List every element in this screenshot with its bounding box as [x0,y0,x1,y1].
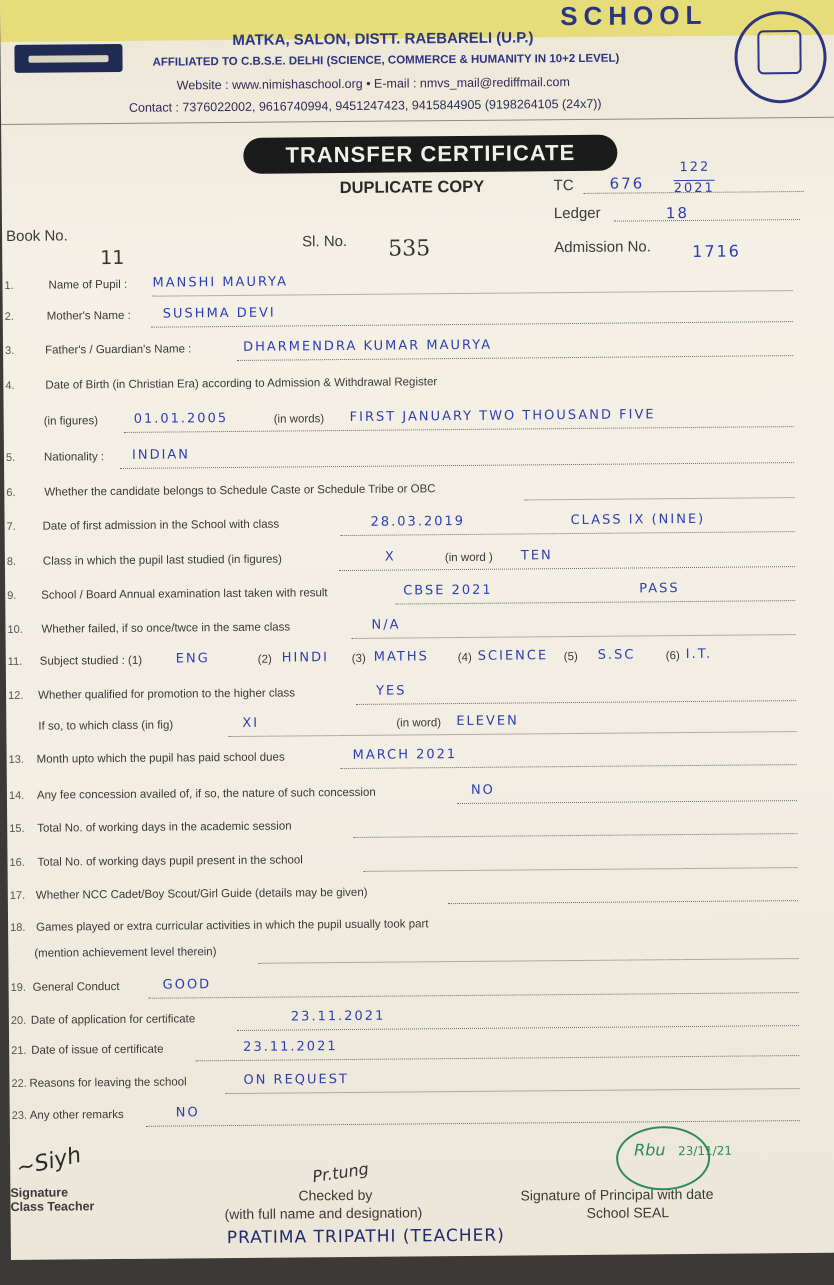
field-label: General Conduct [32,980,120,994]
tc-fraction-bottom: 2021 [673,180,715,197]
teacher-signature: ~Siyh [14,1142,84,1182]
field-label: Name of Pupil : [48,278,128,292]
contact-line: Contact : 7376022002, 9616740994, 9451247423, 9415844905 (9198264105 (24x7)) [128,96,602,115]
field-number: 6. [6,486,16,499]
field-label: Date of Birth (in Christian Era) according to Admission & Withdrawal Register [45,376,438,392]
field-row [9,1071,834,1100]
field-value: N/A [371,617,401,633]
field-row [5,583,834,612]
field-row [7,850,834,879]
field-label: Month upto which the pupil has paid school dues [36,751,285,766]
field-value: 01.01.2005 [133,411,229,427]
field-value: NO [175,1105,200,1121]
field-row [6,714,834,743]
fill-line [153,290,793,297]
field-value: XI [242,715,260,731]
fill-line [226,1088,800,1094]
field-number: 14. [8,789,25,802]
fill-line [448,900,798,904]
field-row [8,883,834,912]
fill-line [356,700,796,705]
field-value: YES [375,683,407,699]
field-row [8,941,834,970]
field-row [3,338,834,367]
field-label: Father's / Guardian's Name : [45,343,192,357]
field-number: 20. [10,1014,27,1027]
field-label-2: (in words) [273,413,325,426]
field-row [5,617,834,646]
field-label: (mention achievement level therein) [34,946,217,960]
field-value-2: CLASS IX (NINE) [570,511,706,529]
field-number: 8. [6,555,17,568]
fill-line [228,731,796,737]
fill-line [149,992,799,999]
field-value-6: I.T. [685,646,713,663]
book-no-label: Book No. [5,227,68,245]
field-value-2: PASS [639,581,680,597]
certificate-title: TRANSFER CERTIFICATE [243,135,617,174]
tc-label: TC [553,177,574,195]
field-number: 19. [10,981,26,994]
field-number: 21. [11,1044,27,1057]
field-label: If so, to which class (in fig) [38,719,174,733]
sl-no-label: Sl. No. [302,232,348,251]
fill-line [237,1025,799,1031]
field-value: 23.11.2021 [243,1039,338,1055]
field-number: 3. [5,344,15,357]
field-number: 23. [11,1109,28,1122]
field-label-2: (2) [257,653,272,666]
header-divider [1,117,834,125]
field-row [3,304,834,333]
field-label: Reasons for leaving the school [29,1076,187,1090]
field-number: 2. [4,310,15,323]
field-label: School / Board Annual examination last taken with result [41,587,328,602]
field-label: Total No. of working days pupil present in the school [37,854,303,869]
field-value-5: S.SC [597,647,636,663]
ledger-value: 18 [665,203,690,223]
fill-line [195,1055,799,1061]
fill-line [364,867,798,872]
field-label: Games played or extra curricular activities in which the pupil usually took part [36,918,429,934]
field-row [6,646,834,678]
field-label: Total No. of working days in the academic session [37,820,292,835]
field-label-4: (4) [457,651,472,665]
field-number: 9. [7,589,17,602]
field-number: 13. [8,753,24,766]
field-label: Any fee concession availed of, if so, the nature of such concession [36,786,376,802]
field-label-2: (in word) [396,717,442,730]
field-label-3: (3) [351,652,366,665]
field-row [4,409,834,438]
field-number: 17. [9,889,26,902]
field-number: 5. [5,451,16,464]
field-row [4,445,834,474]
fill-line [352,634,796,639]
field-number: 11. [7,655,23,668]
field-value: SUSHMA DEVI [162,305,276,322]
field-row [7,747,834,776]
sl-no-value: 535 [388,236,431,262]
field-value-2: HINDI [281,650,330,666]
field-value: 28.03.2019 [370,513,466,530]
field-value: CBSE 2021 [403,582,493,599]
field-row [7,816,834,845]
field-value: MARCH 2021 [352,747,458,763]
checked-by-label: Checked by [298,1186,373,1204]
field-value: ENG [175,651,210,667]
school-name: SCHOOL [560,0,708,32]
fill-line [237,355,793,361]
affiliation-line: AFFILIATED TO C.B.S.E. DELHI (SCIENCE, COMMERCE & HUMANITY IN 10+2 LEVEL) [152,52,620,69]
school-seal-label: School SEAL [586,1204,670,1221]
tc-fraction-top: 122 [679,159,711,176]
principal-date: 23/11/21 [678,1143,733,1159]
field-label: Date of first admission in the School with class [42,518,280,533]
admission-no-value: 1716 [692,241,742,261]
field-label: Whether the candidate belongs to Schedule Caste or Schedule Tribe or OBC [44,483,436,499]
field-label: (in figures) [43,415,99,428]
field-value-3: MATHS [373,649,429,665]
field-number: 1. [4,279,14,292]
website-line: Website : www.nimishaschool.org • E-mail : nmvs_mail@rediffmail.com [176,75,570,93]
duplicate-copy-label: DUPLICATE COPY [339,177,485,198]
field-row [5,549,834,578]
field-label: Class in which the pupil last studied (in figures) [42,553,283,568]
field-row [7,783,834,812]
checker-signature: Pr.tung [311,1158,370,1187]
field-row [9,1008,834,1037]
field-number: 7. [6,520,16,533]
book-no-value: 11 [100,246,125,270]
field-number: 15. [9,822,25,835]
field-number: 16. [9,856,25,869]
field-row [10,1103,834,1132]
field-value-4: SCIENCE [477,648,549,664]
fill-line [341,531,795,536]
fill-line [524,497,794,500]
field-label: Date of issue of certificate [31,1043,164,1057]
field-value: NO [470,782,495,798]
field-value: DHARMENDRA KUMAR MAURYA [242,337,493,355]
field-value: INDIAN [131,447,191,463]
fill-line [124,426,794,433]
principal-sig-label: Signature of Principal with date [520,1185,714,1204]
tc-value: 676 [609,174,645,193]
field-label: Whether NCC Cadet/Boy Scout/Girl Guide (details may be given) [35,886,368,902]
principal-signature: Rbu [633,1140,666,1160]
admission-no-label: Admission No. [554,238,651,257]
fill-line [120,462,794,469]
field-label-2: (in word ) [444,551,493,565]
field-label: Mother's Name : [46,309,131,323]
field-row [8,915,834,944]
fill-line [353,833,797,838]
field-number: 4. [5,379,15,392]
field-row [9,975,834,1004]
fill-line [395,600,795,604]
field-number: 12. [8,689,24,702]
field-value: ON REQUEST [243,1071,349,1088]
field-label: Any other remarks [29,1108,124,1122]
fill-line [258,958,798,964]
school-address: MATKA, SALON, DISTT. RAEBARELI (U.P.) [232,29,534,49]
field-value-2: TEN [520,548,553,564]
teacher-sig-label: Signature [10,1185,69,1200]
field-row [2,273,834,302]
fill-line [339,566,795,571]
fill-line [457,800,797,804]
checker-name-handwritten: PRATIMA TRIPATHI (TEACHER) [226,1225,505,1249]
cbse-logo [14,44,122,73]
checked-by-sublabel: (with full name and designation) [224,1204,423,1223]
fill-line [146,1120,800,1127]
field-label: Whether failed, if so once/twce in the same class [41,621,291,636]
fill-line [151,321,793,328]
field-value: MANSHI MAURYA [152,274,289,291]
field-value: 23.11.2021 [290,1008,386,1025]
field-label: Nationality : [43,451,105,464]
ledger-label: Ledger [553,204,601,223]
field-value-2: FIRST JANUARY TWO THOUSAND FIVE [349,407,656,425]
field-number: 10. [7,623,23,636]
field-value-2: ELEVEN [456,713,519,730]
field-row [4,480,834,509]
fill-line [341,764,797,769]
field-label: Whether qualified for promotion to the higher class [38,687,296,702]
field-value: X [384,549,396,565]
field-row [3,373,834,402]
teacher-sig-sublabel: Class Teacher [10,1199,95,1214]
field-label-6: (6) [665,650,680,663]
field-number: 18. [10,921,26,934]
field-row [5,511,834,543]
field-row [6,683,834,712]
field-row [9,1038,834,1067]
field-value: GOOD [162,977,212,993]
school-emblem-icon [734,11,827,104]
field-number: 22. [11,1077,27,1090]
field-label: Subject studied : (1) [39,654,143,668]
field-label: Date of application for certificate [30,1013,196,1027]
field-label-5: (5) [563,650,578,664]
